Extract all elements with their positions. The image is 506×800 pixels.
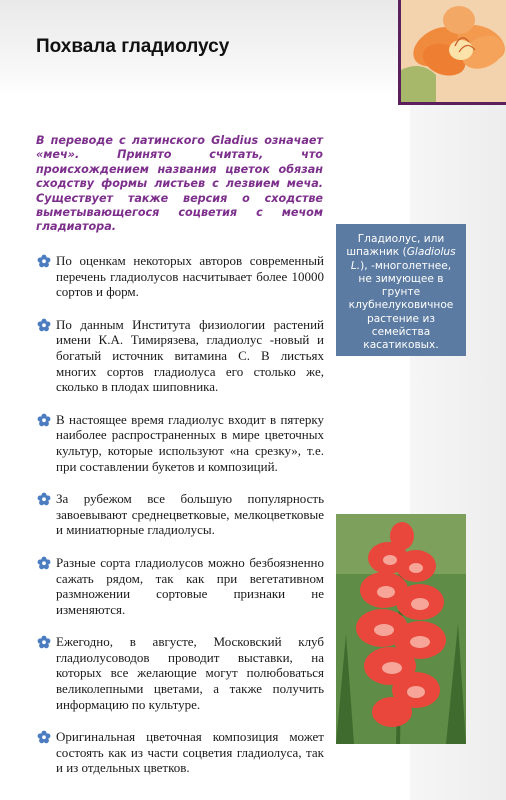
fact-item xyxy=(36,634,324,712)
fact-item xyxy=(36,412,324,474)
flower-icon xyxy=(37,254,51,268)
flower-icon xyxy=(37,413,51,427)
flower-icon xyxy=(37,730,51,744)
flower-icon xyxy=(37,492,51,506)
fact-item xyxy=(36,317,324,395)
flower-icon xyxy=(37,635,51,649)
fact-text: За рубежом все большую популярность завоевывают среднецветковые, мелкоцветковые и миниатюрные гладиолусы. xyxy=(56,491,324,538)
fact-item xyxy=(36,729,324,776)
flower-icon xyxy=(37,556,51,570)
sidebar-note-box xyxy=(336,224,466,356)
orange-gladiolus-illustration xyxy=(401,0,506,102)
flower-icon xyxy=(37,318,51,332)
fact-text: В настоящее время гладиолус входит в пятерку наиболее распространенных в мире цветочных культур, которые используют «на срезку», т.е. при составлении букетов и композиций. xyxy=(56,411,324,474)
fact-text: Разные сорта гладиолусов можно безбоязненно сажать рядом, так как при вегетативном размножении сортовые признаки не изменяются. xyxy=(56,554,324,617)
orange-gladiolus-photo xyxy=(398,0,506,105)
fact-text: Оригинальная цветочная композиция может состоять как из части соцветия гладиолуса, так и из отдельных цветков. xyxy=(56,729,324,776)
sidebar-latin-name: Gladiolus L. xyxy=(350,246,456,272)
fact-item xyxy=(36,555,324,617)
sidebar-note-text xyxy=(344,233,458,353)
sidebar-note-suffix: ), -многолетнее, не зимующее в грунте клубнелуковичное растение из семейства касатиковых. xyxy=(348,259,454,352)
fact-item xyxy=(36,253,324,300)
fact-text: По данным Института физиологии растений имени К.А. Тимирязева, гладиолус -новый и богатый источник витамина С. В листьях многих сортов гладиолуса его столько же, сколько в плодах шиповника. xyxy=(56,316,324,395)
fact-text: Ежегодно, в августе, Московский клуб гладиолусоводов проводит выставки, на которых все желающие могут полюбоваться великолепными цветами, а также получить информацию по культуре. xyxy=(56,634,324,712)
sidebar-note-prefix: Гладиолус, или шпажник ( xyxy=(346,233,445,259)
fact-item xyxy=(36,491,324,538)
fact-text: По оценкам некоторых авторов современный перечень гладиолусов насчитывает более 10000 сортов и форм. xyxy=(56,253,324,300)
red-gladiolus-illustration xyxy=(336,514,466,744)
page-title: Похвала гладиолусу xyxy=(36,36,230,57)
intro-paragraph: В переводе с латинского Gladius означает «меч». Принято считать, что происхождением названия цветок обязан сходству формы листьев с лезвием меча. Существует также версия о сходстве выметывающегося соцветия с мечом гладиатора. xyxy=(36,134,323,234)
red-gladiolus-photo xyxy=(336,514,466,744)
facts-list xyxy=(36,253,324,793)
